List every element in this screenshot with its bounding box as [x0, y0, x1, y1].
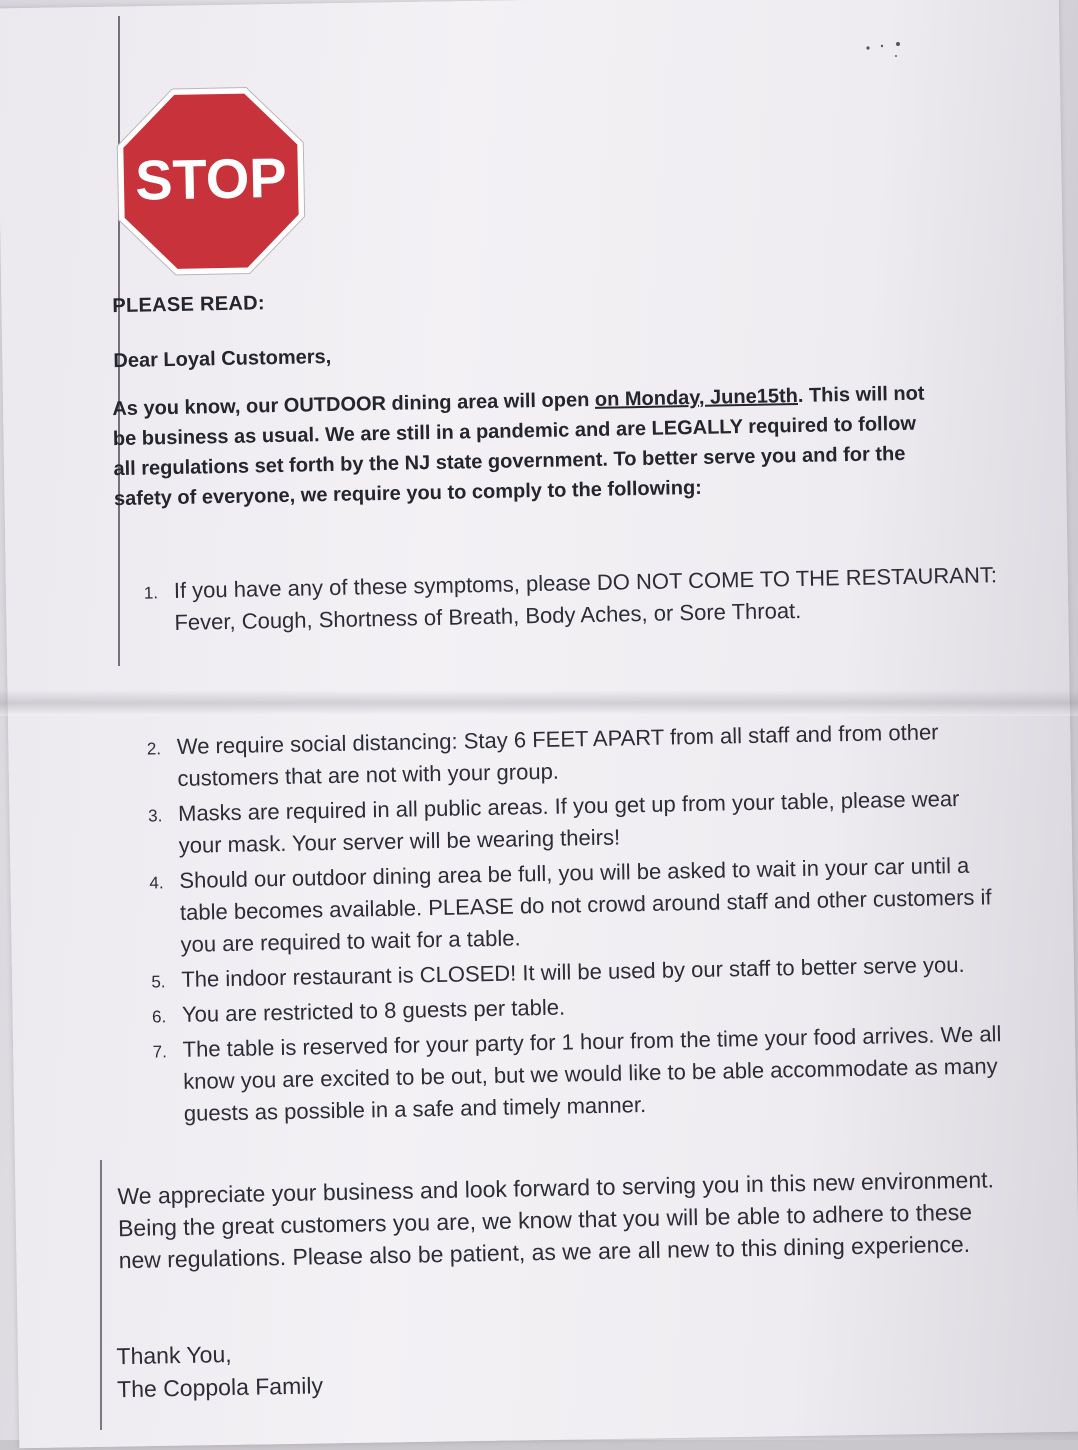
- list-item: [146, 1018, 1008, 1130]
- list-item: [141, 715, 1002, 795]
- greeting: Dear Loyal Customers,: [113, 345, 332, 373]
- intro-text-part1: As you know, our OUTDOOR dining area will open: [112, 388, 596, 421]
- signoff-thanks: Thank You,: [116, 1341, 232, 1370]
- stop-sign-icon: [114, 84, 308, 278]
- list-item-text: The table is reserved for your party for 1 hour from the time your food arrives. We all know you are excited to be out, but we would like to be able accommodate as many guests as possible in a safe and timely manner.: [182, 1021, 1002, 1126]
- intro-paragraph: [112, 378, 944, 514]
- list-item-text: Should our outdoor dining area be full, you will be asked to wait in your car until a table becomes available. PLEASE do not crowd around staff and other customers if you are required to wait for a table.: [179, 852, 992, 957]
- closing-paragraph: We appreciate your business and look forward to serving you in this new environment. Being the great customers you are, we know that you will be able to adhere to these new regulations. Please also be patient, as we are all new to this dining experience.: [117, 1166, 995, 1274]
- intro-date-underlined: on Monday, June15th: [594, 384, 799, 411]
- list-item-text: The indoor restaurant is CLOSED! It will be used by our staff to better serve you.: [181, 951, 965, 992]
- rules-list-bottom: [141, 715, 1009, 1133]
- list-item-text: You are restricted to 8 guests per table.: [181, 994, 566, 1027]
- list-item: [143, 849, 1005, 961]
- list-item: [138, 559, 999, 639]
- intro-text-part2: . This will not be business as usual. We are still in a pandemic and are LEGALLY required to follow all regulations set forth by the NJ state government. To better serve you and for the safety of everyone, we require you to comply to the following:: [112, 382, 925, 511]
- list-item-text: We require social distancing: Stay 6 FEET APART from all staff and from other customers that are not with your group.: [176, 719, 939, 791]
- list-item: [142, 782, 1003, 862]
- stop-sign-text: STOP: [134, 145, 288, 212]
- list-item-number: 4.: [149, 873, 164, 893]
- list-item-text: Masks are required in all public areas. If you get up from your table, please wear your mask. Your server will be wearing theirs!: [177, 785, 960, 858]
- signoff: [116, 1336, 323, 1406]
- signoff-signature: The Coppola Family: [116, 1372, 324, 1403]
- rules-list-top: [138, 559, 999, 642]
- list-item-number: 2.: [146, 739, 162, 759]
- list-item-number: 3.: [147, 806, 163, 826]
- list-item-number: 7.: [152, 1042, 168, 1062]
- list-item-number: 6.: [151, 1007, 167, 1027]
- list-item-number: 1.: [143, 583, 159, 603]
- please-read-heading: PLEASE READ:: [112, 292, 266, 318]
- list-item-text: If you have any of these symptoms, please DO NOT COME TO THE RESTAURANT: Fever, Cough, Shortness of Breath, Body Aches, or Sore Throat.: [173, 562, 998, 636]
- list-item-number: 5.: [151, 972, 166, 992]
- paper-specks: [860, 40, 920, 60]
